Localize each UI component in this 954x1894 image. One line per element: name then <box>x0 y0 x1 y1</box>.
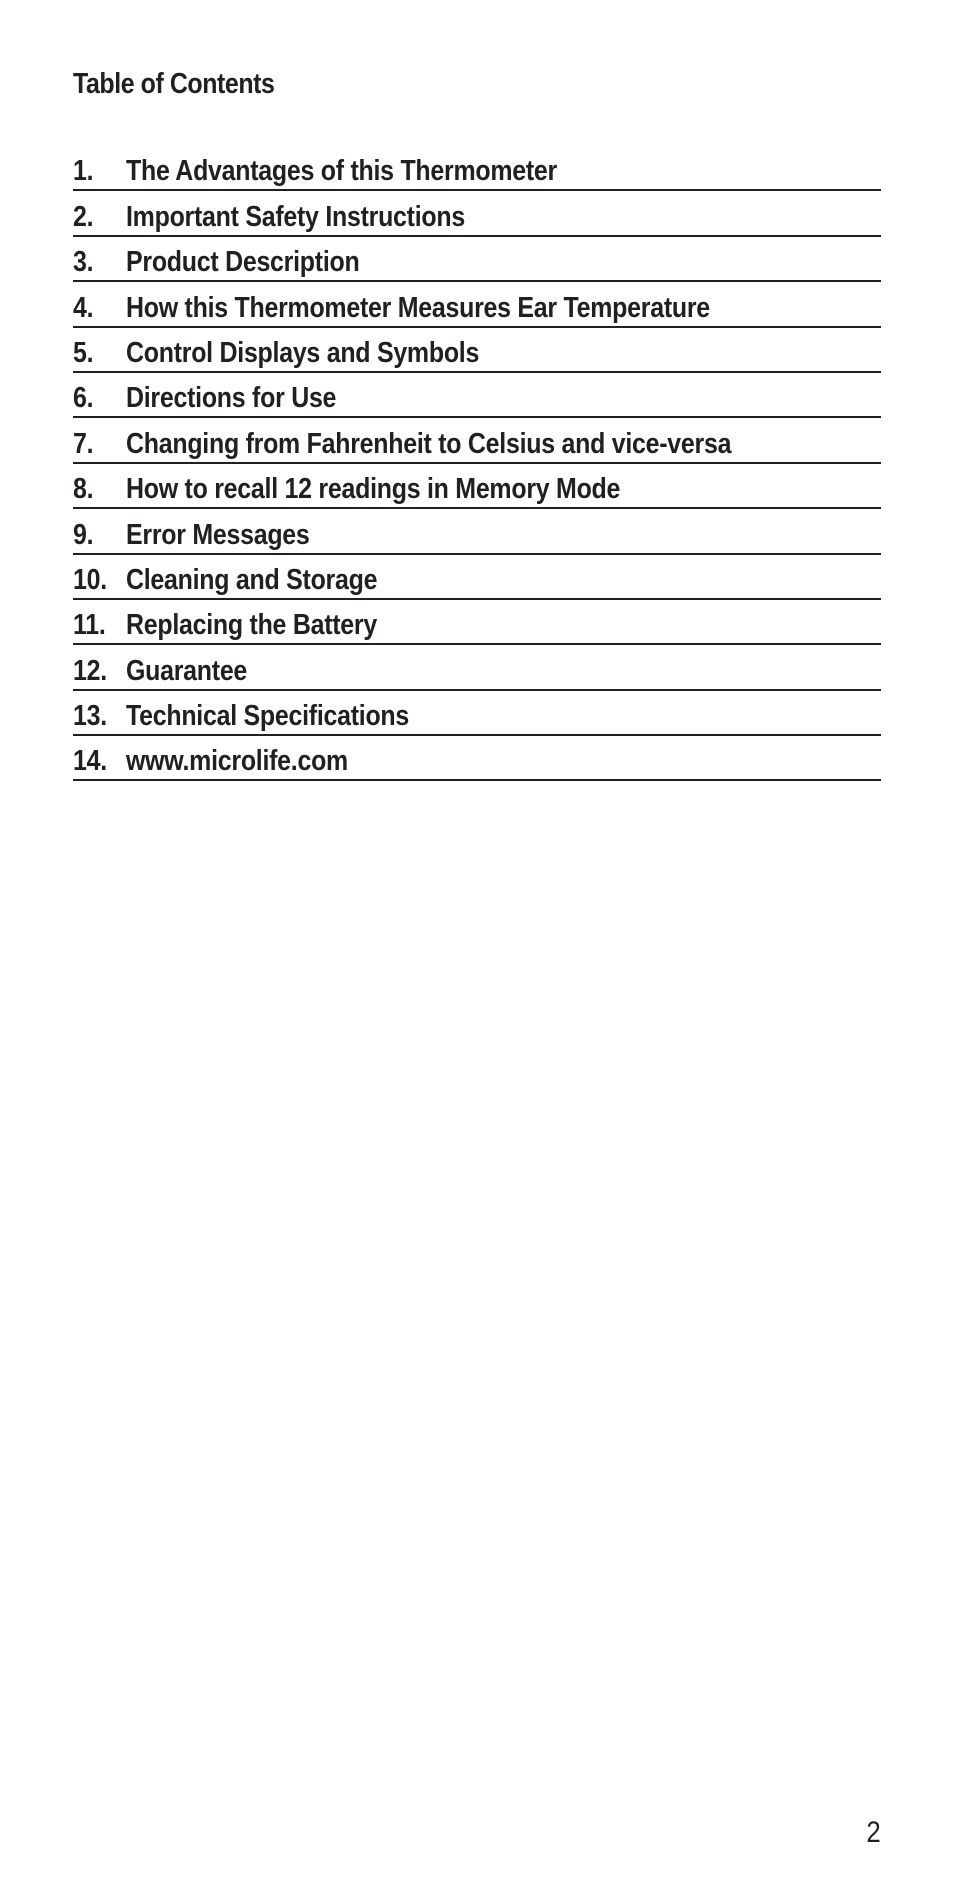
toc-label: Changing from Fahrenheit to Celsius and vice-versa <box>126 427 732 460</box>
toc-item[interactable] <box>73 328 881 373</box>
page-number: 2 <box>866 1816 881 1849</box>
toc-number: 10. <box>73 563 107 596</box>
toc-label: Replacing the Battery <box>126 609 377 642</box>
toc-label: Control Displays and Symbols <box>126 336 480 369</box>
toc-item[interactable] <box>73 146 881 191</box>
toc-number: 8. <box>73 473 94 506</box>
toc-number: 5. <box>73 336 94 369</box>
toc-item[interactable] <box>73 691 881 736</box>
toc-number: 6. <box>73 382 94 415</box>
toc-label: The Advantages of this Thermometer <box>126 155 557 188</box>
toc-number: 1. <box>73 155 94 188</box>
page-title: Table of Contents <box>73 68 275 100</box>
toc-label: How this Thermometer Measures Ear Temperature <box>126 291 710 324</box>
toc-item[interactable] <box>73 373 881 418</box>
toc-number: 11. <box>73 609 106 642</box>
toc-number: 13. <box>73 700 107 733</box>
toc-label: Technical Specifications <box>126 700 410 733</box>
table-of-contents <box>73 146 881 781</box>
toc-label: Guarantee <box>126 654 248 687</box>
toc-item[interactable] <box>73 191 881 236</box>
toc-number: 7. <box>73 427 94 460</box>
toc-label: Cleaning and Storage <box>126 563 378 596</box>
toc-label: www.microlife.com <box>126 745 348 778</box>
toc-item[interactable] <box>73 509 881 554</box>
toc-item[interactable] <box>73 736 881 781</box>
toc-item[interactable] <box>73 282 881 327</box>
toc-label: Product Description <box>126 246 360 279</box>
toc-number: 3. <box>73 246 94 279</box>
toc-item[interactable] <box>73 418 881 463</box>
toc-item[interactable] <box>73 464 881 509</box>
toc-label: Important Safety Instructions <box>126 200 465 233</box>
toc-item[interactable] <box>73 237 881 282</box>
toc-item[interactable] <box>73 645 881 690</box>
toc-number: 12. <box>73 654 107 687</box>
toc-number: 14. <box>73 745 107 778</box>
toc-label: Directions for Use <box>126 382 337 415</box>
toc-number: 2. <box>73 200 94 233</box>
toc-number: 4. <box>73 291 94 324</box>
toc-item[interactable] <box>73 600 881 645</box>
toc-label: How to recall 12 readings in Memory Mode <box>126 473 621 506</box>
toc-number: 9. <box>73 518 94 551</box>
toc-label: Error Messages <box>126 518 310 551</box>
toc-item[interactable] <box>73 555 881 600</box>
